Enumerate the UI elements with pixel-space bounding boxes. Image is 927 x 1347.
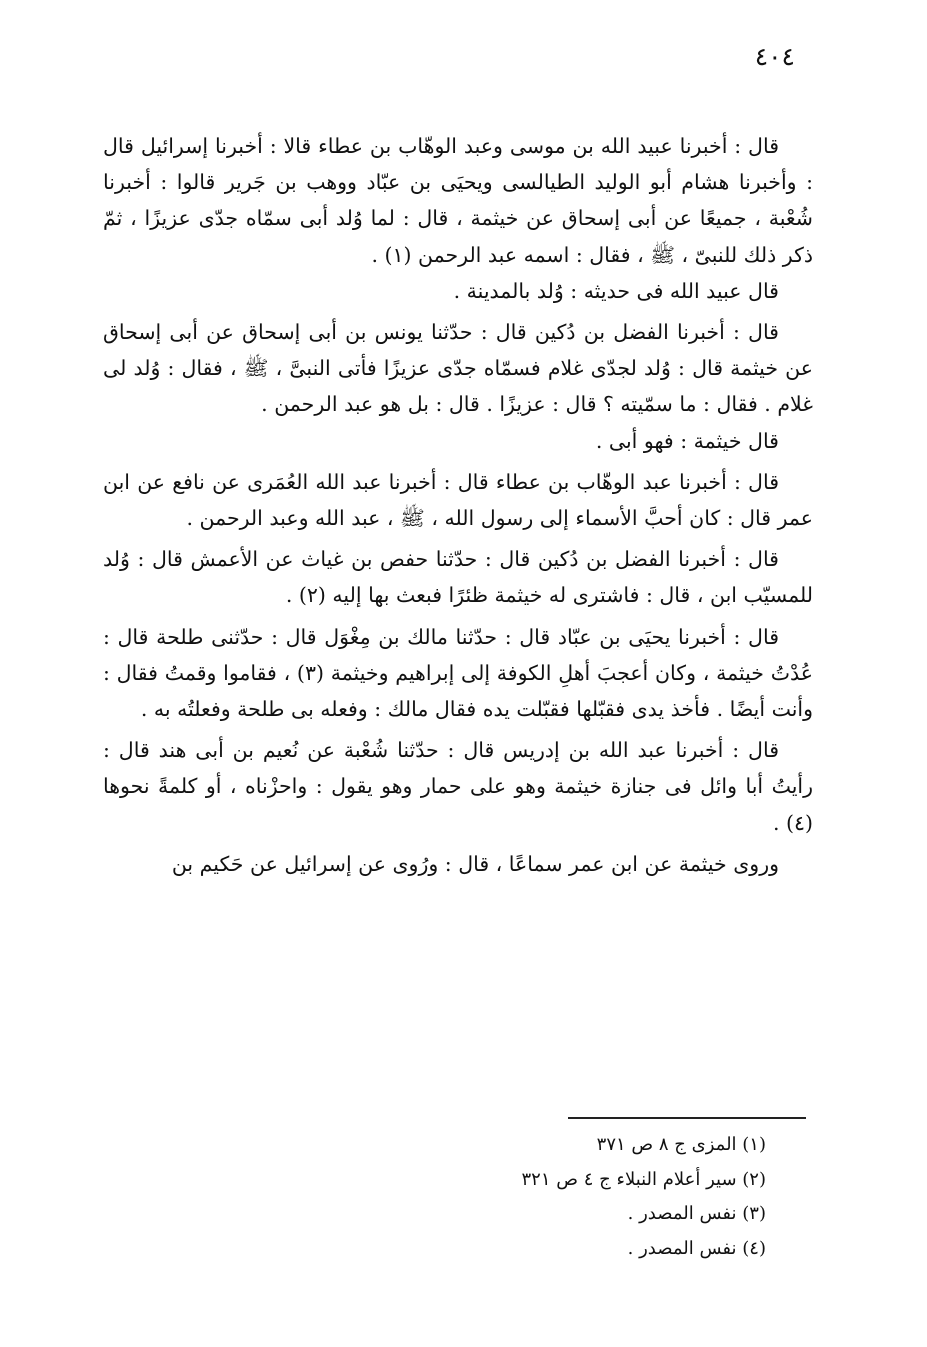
paragraph-2: قال عبيد الله فى حديثه : وُلد بالمدينة . [453, 278, 779, 303]
footnotes [400, 1128, 766, 1266]
paragraph-7: قال : أخبرنا يحيَى بن عبّاد قال : حدّثنا مالك بن مِغْوَل قال : حدّثنى طلحة قال : عُدْتُ خيثمة ، وكان أعجبَ أهلِ الكوفة إلى إبراهيم وخيثمة (٣) ، فقاموا وقمتُ فقال : وأنت أيضًا . فأخذ يدى فقبّلها فقبّلت يده فقال مالك : وفعله بى طلحة وفعلتُه به . [103, 624, 813, 722]
page-number: ٤٠٤ [754, 42, 795, 71]
main-text [103, 128, 813, 882]
paragraph-9: وروى خيثمة عن ابن عمر سماعًا ، قال : ورُوى عن إسرائيل عن حَكيم بن [171, 851, 779, 876]
paragraph-8: قال : أخبرنا عبد الله بن إدريس قال : حدّثنا شُعْبة عن نُعيم بن أبى هند قال : رأيتُ أبا وائل فى جنازة خيثمة وهو على حمار وهو يقول : واحزْناه ، أو كلمةً نحوها (٤) . [103, 738, 813, 835]
footnote-2: (٢) سير أعلام النبلاء ج ٤ ص ٣٢١ [521, 1168, 766, 1190]
paragraph-3: قال : أخبرنا الفضل بن دُكين قال : حدّثنا يونس بن أبى إسحاق عن أبى إسحاق عن خيثمة قال : وُلد لجدّى غلام فسمّاه جدّى عزيزًا فأتى النبىَّ ، ﷺ ، فقال : وُلد لى غلام . فقال : ما سمّيته ؟ قال : عزيزًا . قال : بل هو عبد الرحمن . [103, 320, 813, 417]
footnote-3: (٣) نفس المصدر . [627, 1203, 766, 1224]
footnote-4: (٤) نفس المصدر . [627, 1237, 766, 1259]
paragraph-6: قال : أخبرنا الفضل بن دُكين قال : حدّثنا حفص بن غياث عن الأعمش قال : وُلد للمسيّب ابن ، قال : فاشترى له خيثمة ظئرًا فبعث بها إليه (٢) . [103, 547, 813, 608]
paragraph-4: قال خيثمة : فهو أبى . [595, 428, 779, 453]
footnote-1: (١) المزى ج ٨ ص ٣٧١ [596, 1134, 766, 1155]
paragraph-5: قال : أخبرنا عبد الوهّاب بن عطاء قال : أخبرنا عبد الله العُمَرى عن نافع عن ابن عمر قال : كان أحبَّ الأسماء إلى رسول الله ، ﷺ ، عبد الله وعبد الرحمن . [103, 469, 813, 531]
footnote-divider [568, 1117, 806, 1119]
paragraph-1: قال : أخبرنا عبيد الله بن موسى وعبد الوهّاب بن عطاء قالا : أخبرنا إسرائيل قال : وأخبرنا هشام أبو الوليد الطيالسى ويحيَى بن عبّاد ووهب بن جَرير قالوا : أخبرنا شُعْبة ، جميعًا عن أبى إسحاق عن خيثمة ، قال : لما وُلد أبى سمّاه جدّى عزيزًا ، ثمّ ذكر ذلك للنبىّ ، ﷺ ، فقال : اسمه عبد الرحمن (١) . [103, 134, 813, 267]
